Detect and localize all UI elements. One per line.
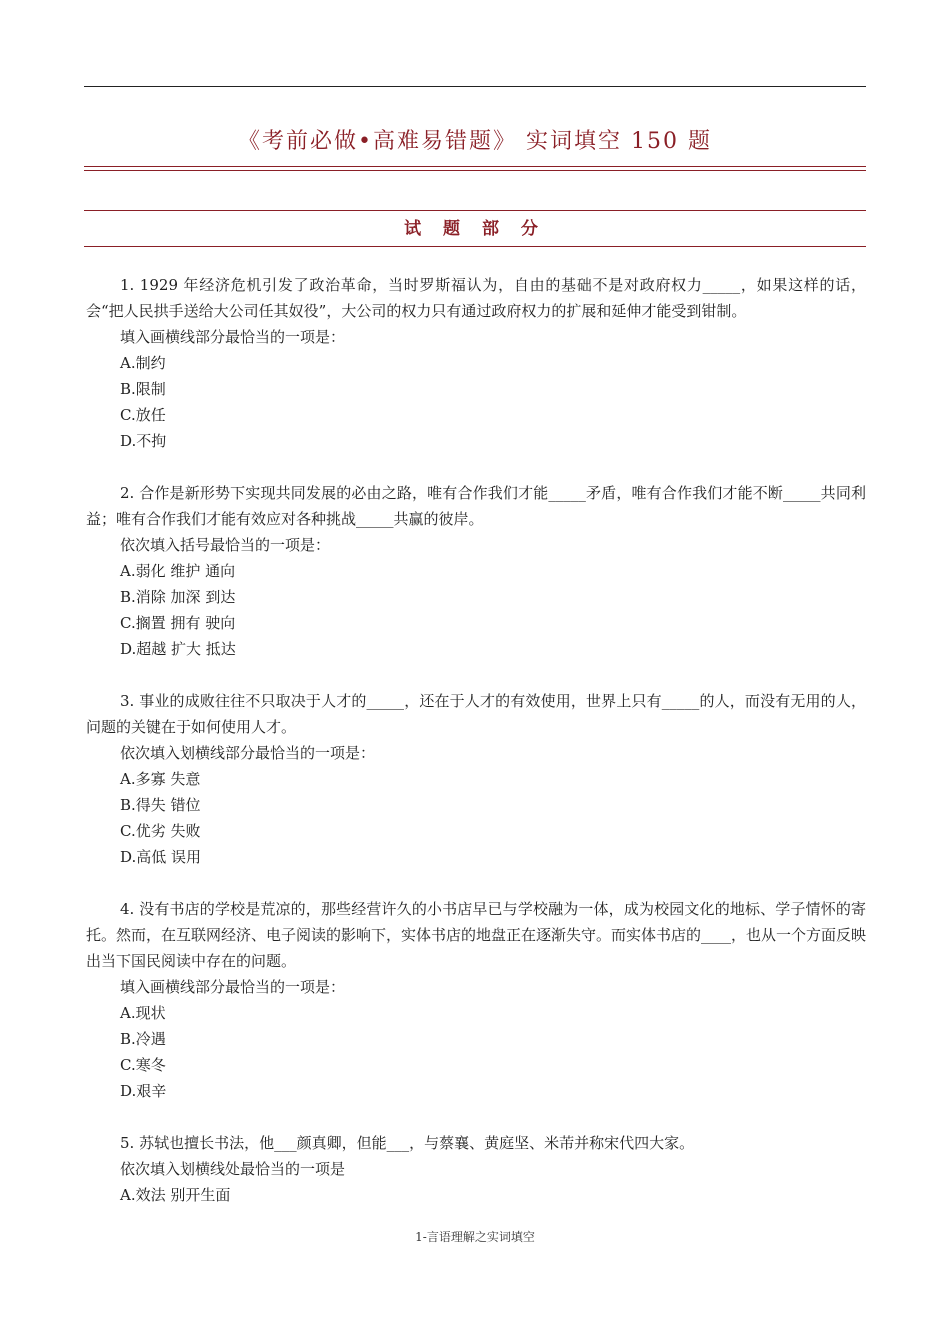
- question-4: [86, 896, 866, 1104]
- option-c: C.寒冬: [120, 1056, 166, 1074]
- header-top-rule: [84, 86, 866, 87]
- question-prompt: 依次填入划横线部分最恰当的一项是：: [120, 744, 376, 762]
- question-prompt: 依次填入括号最恰当的一项是：: [120, 536, 331, 554]
- question-3: [86, 688, 866, 870]
- option-a: A.效法 别开生面: [120, 1186, 231, 1204]
- option-b: B.消除 加深 到达: [120, 588, 236, 606]
- question-stem: 4. 没有书店的学校是荒凉的，那些经营许久的小书店早已与学校融为一体，成为校园文化的地标、学子情怀的寄托。然而，在互联网经济、电子阅读的影响下，实体书店的地盘正在逐渐失守。而实体书店的____，也从一个方面反映出当下国民阅读中存在的问题。: [86, 900, 867, 970]
- page-footer: 1-言语理解之实词填空: [415, 1230, 535, 1244]
- option-d: D.不拘: [120, 432, 167, 450]
- option-c: C.放任: [120, 406, 166, 424]
- section-rule-top: [84, 210, 866, 211]
- document-title: 《考前必做•高难易错题》 实词填空 150 题: [238, 129, 712, 154]
- title-double-rule-lower: [84, 170, 866, 171]
- question-prompt: 依次填入划横线处最恰当的一项是: [120, 1160, 346, 1178]
- option-d: D.高低 误用: [120, 848, 202, 866]
- question-stem: 5. 苏轼也擅长书法，他___颜真卿，但能___，与蔡襄、黄庭坚、米芾并称宋代四大家。: [120, 1134, 695, 1152]
- question-stem: 3. 事业的成败往往不只取决于人才的_____，还在于人才的有效使用，世界上只有_____的人，而没有无用的人，问题的关键在于如何使用人才。: [86, 692, 866, 736]
- option-b: B.限制: [120, 380, 166, 398]
- option-a: A.弱化 维护 通向: [120, 562, 236, 580]
- question-2: [86, 480, 866, 662]
- option-a: A.现状: [120, 1004, 166, 1022]
- question-1: [86, 272, 866, 454]
- option-d: D.艰辛: [120, 1082, 167, 1100]
- question-stem: 2. 合作是新形势下实现共同发展的必由之路，唯有合作我们才能_____矛盾，唯有合作我们才能不断_____共同利益；唯有合作我们才能有效应对各种挑战_____共赢的彼岸。: [86, 484, 866, 528]
- section-heading: 试 题 部 分: [404, 219, 546, 239]
- option-a: A.制约: [120, 354, 166, 372]
- option-c: C.搁置 拥有 驶向: [120, 614, 236, 632]
- option-c: C.优劣 失败: [120, 822, 201, 840]
- question-prompt: 填入画横线部分最恰当的一项是：: [120, 328, 346, 346]
- title-double-rule-upper: [84, 166, 866, 167]
- question-stem: 1. 1929 年经济危机引发了政治革命，当时罗斯福认为，自由的基础不是对政府权力_____，如果这样的话，会“把人民拱手送给大公司任其奴役”，大公司的权力只有通过政府权力的扩展和延伸才能受到钳制。: [86, 276, 866, 320]
- section-rule-bottom: [84, 246, 866, 247]
- question-prompt: 填入画横线部分最恰当的一项是：: [120, 978, 346, 996]
- question-5: [86, 1130, 866, 1208]
- option-d: D.超越 扩大 抵达: [120, 640, 236, 658]
- option-a: A.多寡 失意: [120, 770, 201, 788]
- option-b: B.得失 错位: [120, 796, 201, 814]
- question-list: [86, 272, 866, 1234]
- option-b: B.冷遇: [120, 1030, 166, 1048]
